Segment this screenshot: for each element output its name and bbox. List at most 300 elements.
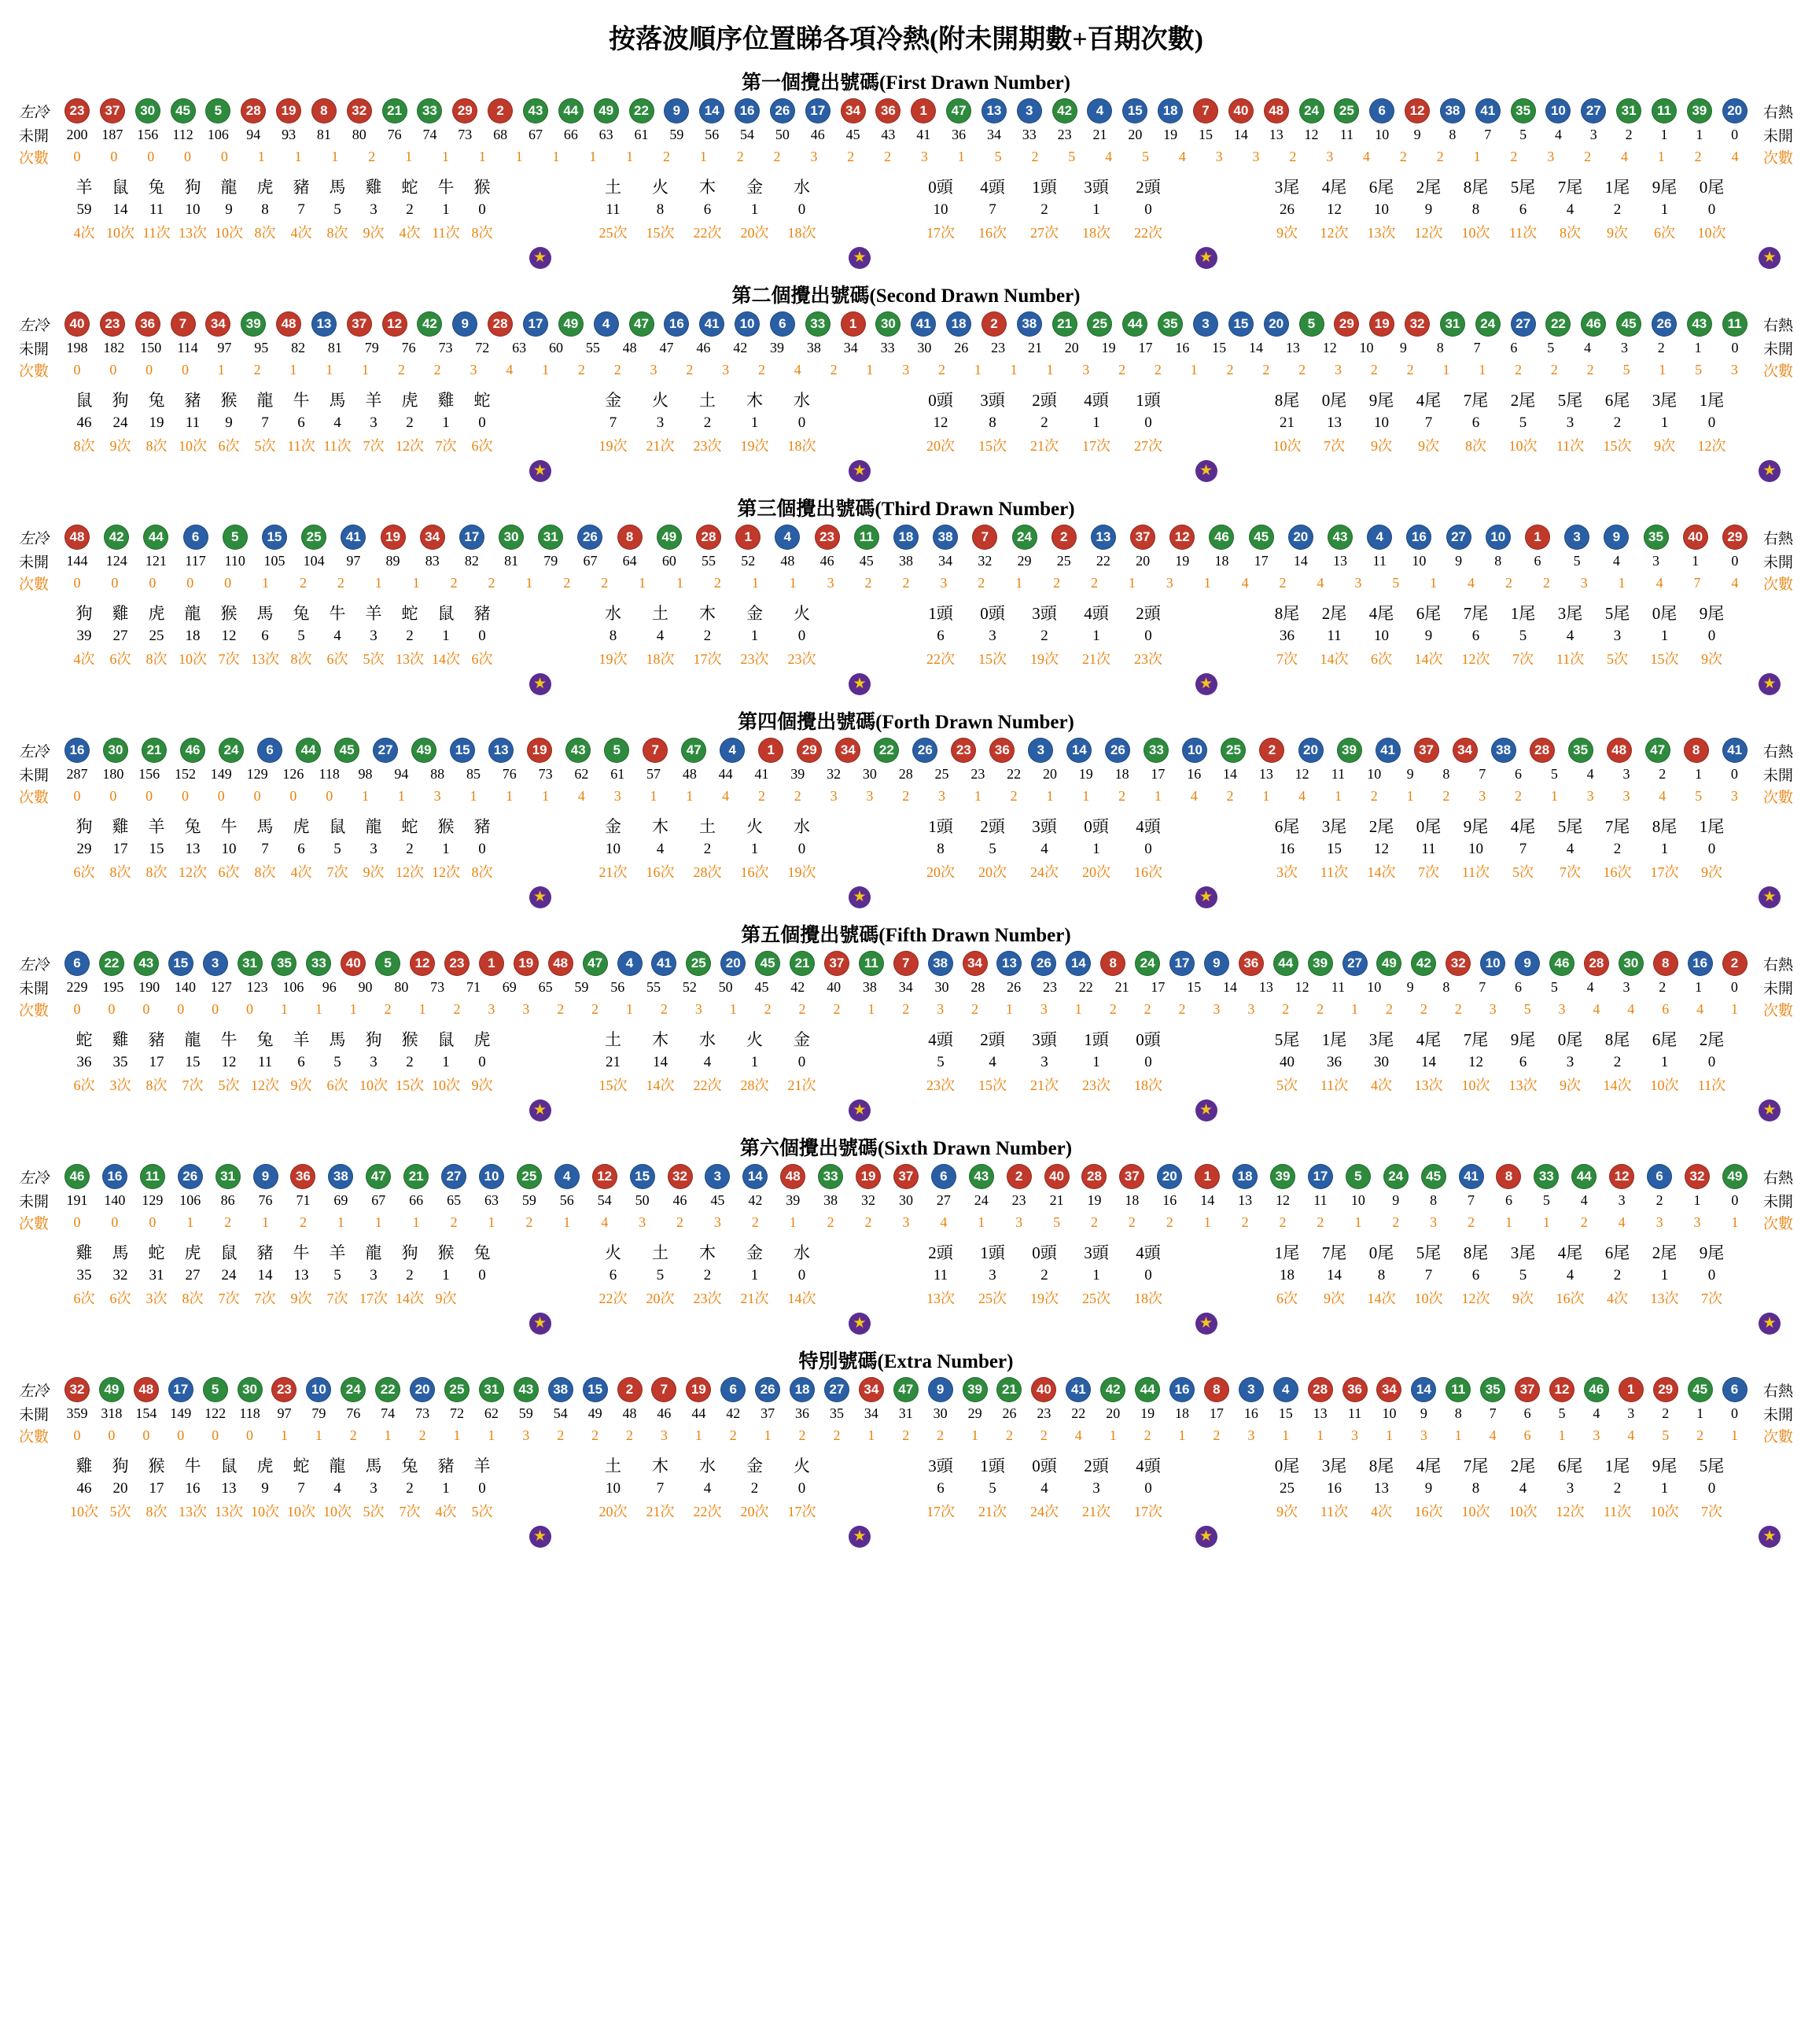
stat-head: 3頭	[1032, 1030, 1057, 1049]
lottery-ball: 45	[334, 738, 359, 763]
ball-cell	[1437, 311, 1468, 337]
times-value: 1	[1005, 1001, 1013, 1017]
ball-cell	[1372, 738, 1404, 763]
stat-head-row	[66, 812, 558, 839]
ball-cell	[1522, 525, 1553, 550]
not-drawn-value: 13	[1258, 766, 1273, 782]
times-value: 1	[1659, 362, 1667, 377]
lottery-ball: 35	[1158, 311, 1183, 337]
not-drawn-row	[19, 1190, 1793, 1211]
stat-count: 7次	[254, 1291, 276, 1306]
lottery-ball: 38	[1491, 738, 1516, 763]
stat-head: 豬	[437, 1457, 455, 1475]
ball-cell	[1578, 311, 1609, 337]
times-value: 2	[591, 1427, 599, 1443]
not-drawn-value: 140	[174, 979, 196, 995]
ball-cell	[1719, 1377, 1751, 1402]
not-drawn-value: 29	[1017, 553, 1032, 569]
lottery-ball: 24	[341, 1377, 366, 1402]
stat-count: 8次	[145, 651, 168, 667]
times-value: 1	[1479, 362, 1486, 377]
ball-cell	[562, 738, 594, 763]
ball-cell	[890, 1377, 922, 1402]
stat-head-row	[915, 386, 1232, 413]
ball-cell	[683, 951, 714, 976]
stat-head: 牛	[293, 391, 310, 410]
lottery-ball: 48	[548, 951, 573, 976]
stat-count-row	[1264, 433, 1794, 457]
not-drawn-value: 25	[1056, 553, 1071, 569]
not-drawn-value: 54	[597, 1192, 612, 1208]
lottery-ball: 2	[617, 1377, 643, 1402]
ball-row	[19, 1164, 1793, 1189]
times-value: 3	[522, 1427, 530, 1443]
stat-count: 5次	[363, 1504, 385, 1519]
ball-cell	[1155, 98, 1186, 123]
stat-head: 兔	[473, 1243, 491, 1262]
stat-value: 12	[221, 1054, 237, 1070]
stat-count: 9次	[1418, 438, 1439, 454]
times-value: 2	[1040, 1427, 1048, 1443]
left-cold-label: 左冷	[19, 317, 50, 334]
lottery-ball: 45	[755, 951, 780, 976]
ball-cell	[856, 951, 887, 976]
ball-cell	[1331, 98, 1362, 123]
ball-cell	[168, 311, 199, 337]
stat-star-row	[590, 1523, 884, 1548]
not-drawn-value: 9	[1413, 127, 1421, 142]
stat-value: 36	[76, 1054, 92, 1070]
lottery-ball: 12	[410, 951, 435, 976]
times-value: 1	[694, 1427, 702, 1443]
not-drawn-value: 4	[1584, 340, 1592, 355]
times-value: 3	[1586, 788, 1594, 804]
stat-count-row	[590, 1073, 884, 1096]
ball-cell	[1140, 738, 1172, 763]
star-spacer	[1264, 244, 1747, 269]
star-marker	[1180, 670, 1232, 695]
stat-head: 7尾	[1604, 817, 1630, 836]
lottery-ball: 30	[1619, 951, 1644, 976]
stat-count: 7次	[218, 1291, 240, 1306]
not-drawn-label: 未開	[19, 554, 50, 571]
stat-count: 4次	[1607, 1291, 1628, 1306]
stat-head: 7尾	[1463, 604, 1489, 623]
stat-value-row	[590, 626, 884, 646]
stat-count: 14次	[1367, 864, 1396, 880]
ball-cell	[372, 951, 403, 976]
stat-head: 豬	[293, 178, 310, 197]
stat-value: 4	[1566, 841, 1574, 857]
lottery-ball: 16	[1406, 525, 1431, 550]
stat-count: 27次	[1134, 438, 1162, 454]
lottery-ball: 11	[1722, 311, 1748, 337]
ball-cell	[238, 311, 269, 337]
not-drawn-value: 34	[938, 553, 953, 569]
star-icon: ★	[849, 886, 871, 908]
stat-value: 4	[1566, 1267, 1574, 1283]
lottery-ball: 25	[1087, 311, 1112, 337]
stat-head: 0尾	[1274, 1457, 1300, 1475]
times-value: 1	[1430, 575, 1438, 591]
lottery-ball: 10	[479, 1164, 504, 1189]
stat-count: 11次	[1320, 1504, 1349, 1519]
stat-count: 14次	[646, 1077, 675, 1093]
not-drawn-value: 10	[1367, 766, 1382, 782]
ball-cell	[752, 951, 783, 976]
stat-head: 4尾	[1416, 1030, 1442, 1049]
lottery-ball: 18	[1158, 98, 1183, 123]
stat-value: 1	[1660, 1480, 1669, 1497]
lottery-ball: 6	[183, 525, 208, 550]
ball-cell	[555, 311, 587, 337]
lottery-ball: 18	[1232, 1164, 1258, 1189]
ball-cell	[1477, 1377, 1508, 1402]
lottery-ball: 12	[382, 311, 407, 337]
stat-value: 5	[656, 1267, 665, 1283]
stat-count: 25次	[1082, 1291, 1110, 1306]
times-value: 2	[1144, 1001, 1151, 1017]
times-value: 0	[73, 575, 81, 591]
not-drawn-value: 59	[518, 1405, 533, 1421]
lottery-ball: 32	[1685, 1164, 1710, 1189]
not-drawn-value: 76	[258, 1192, 273, 1208]
ball-cell	[1685, 951, 1716, 976]
times-value: 5	[994, 149, 1002, 164]
lottery-ball: 2	[1722, 951, 1748, 976]
times-value: 4	[1489, 1427, 1497, 1443]
times-value: 0	[145, 362, 153, 377]
lottery-ball: 29	[797, 738, 822, 763]
times-value: 0	[110, 149, 118, 164]
ball-cell	[1305, 951, 1336, 976]
stat-head: 金	[794, 1030, 810, 1049]
star-icon: ★	[849, 1313, 871, 1335]
lottery-ball: 43	[134, 951, 159, 976]
times-value: 0	[246, 1001, 254, 1017]
lottery-ball: 34	[841, 98, 866, 123]
stat-value: 13	[185, 841, 201, 857]
ball-cell	[802, 98, 834, 123]
ball-cell	[1004, 1164, 1035, 1189]
stat-head: 水	[699, 1457, 716, 1475]
times-value: 1	[405, 149, 413, 164]
stat-value: 16	[1327, 1480, 1342, 1497]
stat-value: 31	[149, 1267, 164, 1283]
times-value: 2	[1550, 362, 1558, 377]
lottery-ball: 40	[341, 951, 366, 976]
times-value: 2	[1282, 1001, 1290, 1017]
stat-count: 18次	[1134, 1291, 1162, 1306]
lottery-ball: 2	[1259, 738, 1284, 763]
times-value: 2	[224, 1214, 232, 1230]
stat-head: 4尾	[1416, 1457, 1442, 1475]
stat-head: 2頭	[1136, 604, 1161, 623]
stat-head-row	[915, 812, 1232, 839]
stat-count: 16次	[1603, 864, 1632, 880]
stat-value-row	[915, 839, 1232, 860]
lottery-ball: 13	[1091, 525, 1116, 550]
stat-count: 9次	[1371, 438, 1392, 454]
stat-head: 2尾	[1699, 1030, 1725, 1049]
stat-star-row	[915, 670, 1232, 695]
lottery-ball: 35	[1511, 98, 1536, 123]
ball-cell	[626, 311, 657, 337]
star-marker	[522, 457, 558, 482]
ball-cell	[943, 98, 974, 123]
ball-cell	[379, 311, 411, 337]
stat-star-row	[915, 1096, 1232, 1121]
stat-value: 6	[297, 841, 305, 857]
stat-count: 27次	[1030, 225, 1059, 241]
stat-count: 17次	[693, 651, 722, 667]
stat-count-row	[1264, 220, 1794, 244]
times-value: 0	[181, 788, 189, 804]
times-value: 0	[111, 1214, 119, 1230]
stat-value: 2	[1613, 1267, 1622, 1283]
times-label-right: 次數	[1762, 1003, 1793, 1019]
stat-star-row	[915, 1309, 1232, 1335]
lottery-ball: 14	[699, 98, 724, 123]
stat-value: 1	[1660, 1267, 1669, 1283]
ball-cell	[993, 951, 1025, 976]
times-value: 1	[1046, 788, 1054, 804]
lottery-ball: 39	[963, 1377, 988, 1402]
stat-head: 0尾	[1368, 1243, 1394, 1262]
stat-head: 火	[652, 178, 668, 197]
stat-head-row	[1264, 599, 1794, 626]
stat-count: 15次	[978, 651, 1007, 667]
stat-count: 24次	[1030, 864, 1059, 880]
stat-head: 木	[652, 1457, 668, 1475]
times-value: 2	[713, 575, 721, 591]
times-row	[19, 359, 1793, 381]
ball-cell	[140, 525, 171, 550]
not-drawn-value: 22	[1096, 553, 1110, 569]
stat-head-row	[66, 1239, 558, 1265]
not-drawn-value: 18	[1114, 766, 1129, 782]
stat-group	[915, 1026, 1232, 1121]
stat-head: 4尾	[1321, 178, 1347, 197]
star-marker	[522, 1523, 558, 1548]
ball-cell	[200, 951, 231, 976]
stat-count: 20次	[598, 1504, 628, 1519]
ball-cell	[1342, 1164, 1374, 1189]
not-drawn-value: 8	[1436, 340, 1444, 355]
lottery-ball: 17	[459, 525, 484, 550]
lottery-ball: 2	[982, 311, 1007, 337]
lottery-ball: 14	[742, 1164, 768, 1189]
not-drawn-value: 46	[657, 1405, 672, 1421]
stat-star-row	[66, 883, 558, 908]
not-drawn-value: 4	[1593, 1405, 1600, 1421]
not-drawn-value: 16	[1175, 340, 1190, 355]
times-value: 1	[563, 1214, 571, 1230]
not-drawn-value: 73	[438, 340, 453, 355]
stat-count: 18次	[646, 651, 675, 667]
stat-head: 狗	[365, 1030, 382, 1049]
stat-value: 0	[797, 414, 806, 431]
not-drawn-value: 7	[1468, 1192, 1475, 1208]
stat-group	[590, 386, 884, 482]
not-drawn-value: 182	[103, 340, 125, 355]
lottery-ball: 48	[1607, 738, 1632, 763]
stats-container	[19, 168, 1793, 269]
left-cold-label: 左冷	[19, 1383, 50, 1400]
ball-cell	[890, 1164, 922, 1189]
stat-head: 雞	[76, 1457, 93, 1475]
stat-count: 17次	[1082, 438, 1110, 454]
stat-head: 8尾	[1463, 1243, 1489, 1262]
ball-cell	[254, 738, 285, 763]
drawn-number-section	[0, 280, 1812, 482]
lottery-ball: 27	[1511, 311, 1536, 337]
not-drawn-value: 3	[1627, 1405, 1635, 1421]
not-drawn-value: 144	[66, 553, 88, 569]
times-value: 2	[1510, 149, 1518, 164]
ball-cell	[61, 525, 93, 550]
stat-count: 5次	[254, 438, 276, 454]
stat-count: 9次	[1701, 651, 1722, 667]
star-marker	[1746, 670, 1793, 695]
times-value: 0	[147, 149, 155, 164]
stat-head: 土	[605, 1457, 621, 1475]
stats-container	[19, 381, 1793, 482]
lottery-ball: 37	[1119, 1164, 1144, 1189]
stat-count-row	[590, 860, 884, 883]
times-value: 0	[212, 1001, 219, 1017]
times-value: 1	[971, 1427, 979, 1443]
stat-value: 21	[1280, 414, 1295, 431]
not-drawn-value: 150	[140, 340, 162, 355]
ball-cell	[908, 311, 939, 337]
lottery-ball: 37	[347, 311, 372, 337]
stat-count: 14次	[1414, 651, 1443, 667]
not-drawn-value: 7	[1479, 766, 1486, 782]
times-value: 3	[1730, 362, 1738, 377]
not-drawn-value: 41	[754, 766, 769, 782]
stat-head: 狗	[112, 1457, 129, 1475]
lottery-ball: 48	[1264, 98, 1289, 123]
not-drawn-value: 1	[1696, 1405, 1704, 1421]
lottery-ball: 7	[972, 525, 997, 550]
not-drawn-value: 0	[1731, 127, 1739, 142]
not-drawn-value: 32	[978, 553, 993, 569]
times-value: 2	[729, 1427, 737, 1443]
stat-head: 土	[699, 391, 716, 410]
ball-cell	[856, 1377, 887, 1402]
stat-head: 0尾	[1557, 1030, 1583, 1049]
stat-count: 7次	[218, 651, 240, 667]
ball-cell	[1418, 1164, 1449, 1189]
lottery-ball: 24	[1135, 951, 1160, 976]
not-drawn-value: 2	[1655, 1192, 1663, 1208]
stat-count: 19次	[740, 438, 769, 454]
stat-head: 鼠	[220, 1457, 238, 1475]
stat-head: 龍	[365, 1243, 382, 1262]
ball-cell	[890, 525, 922, 550]
stat-value: 9	[1424, 628, 1433, 644]
stat-value: 3	[989, 628, 996, 644]
times-cells	[61, 1214, 1751, 1231]
lottery-ball: 8	[1496, 1164, 1521, 1189]
stat-value-row	[590, 839, 884, 860]
stat-head: 馬	[329, 1030, 346, 1049]
stat-count: 21次	[646, 438, 675, 454]
lottery-ball: 1	[479, 951, 504, 976]
stat-group	[66, 1239, 558, 1335]
stat-value-row	[66, 839, 558, 860]
stat-head: 金	[605, 817, 621, 836]
lottery-ball: 33	[1144, 738, 1169, 763]
stat-count: 20次	[646, 1291, 675, 1306]
not-drawn-value: 21	[1049, 1192, 1064, 1208]
stat-count: 20次	[926, 438, 955, 454]
stat-head-row	[1264, 1026, 1794, 1052]
not-drawn-value: 30	[917, 340, 932, 355]
not-drawn-value: 23	[970, 766, 985, 782]
times-value: 4	[1593, 1001, 1600, 1017]
lottery-ball: 16	[735, 98, 760, 123]
not-drawn-value: 67	[371, 1192, 386, 1208]
lottery-ball: 41	[1066, 1377, 1091, 1402]
times-value: 2	[1279, 575, 1287, 591]
ball-cell	[441, 1377, 473, 1402]
not-drawn-value: 76	[387, 127, 402, 142]
times-value: 0	[177, 1001, 185, 1017]
times-value: 1	[1385, 1427, 1393, 1443]
ball-cell	[1041, 1164, 1073, 1189]
stat-head: 兔	[256, 1030, 274, 1049]
ball-cell	[1225, 311, 1257, 337]
ball-cell	[1179, 738, 1210, 763]
stat-head: 鼠	[437, 604, 455, 623]
section-heading: 第六個攪出號碼(Sixth Drawn Number)	[739, 1138, 1073, 1159]
times-value: 1	[186, 1214, 194, 1230]
stat-count: 23次	[1082, 1077, 1110, 1093]
stat-star-row	[66, 244, 558, 269]
times-cells	[61, 149, 1751, 165]
ball-cell	[815, 1164, 846, 1189]
lottery-ball: 44	[296, 738, 321, 763]
times-value: 2	[757, 788, 765, 804]
ball-cell	[853, 1164, 884, 1189]
stat-head: 蛇	[473, 391, 491, 410]
lottery-ball: 37	[1130, 525, 1155, 550]
ball-cell	[717, 1377, 749, 1402]
not-drawn-value: 59	[521, 1192, 536, 1208]
lottery-ball: 17	[523, 311, 548, 337]
ball-cell	[1339, 1377, 1371, 1402]
stat-count: 22次	[693, 1504, 722, 1519]
times-value: 3	[1489, 1001, 1497, 1017]
times-value: 5	[1053, 1214, 1061, 1230]
times-value: 2	[1118, 788, 1126, 804]
stat-value: 4	[703, 1480, 712, 1497]
stat-head: 鼠	[76, 391, 93, 410]
not-drawn-value: 8	[1454, 1405, 1462, 1421]
times-value: 1	[1334, 788, 1342, 804]
ball-cell	[535, 525, 566, 550]
ball-cell	[739, 1164, 771, 1189]
not-drawn-value: 3	[1622, 979, 1630, 995]
ball-cell	[683, 1377, 714, 1402]
stat-star-row	[66, 1523, 558, 1548]
times-value: 1	[362, 362, 369, 377]
stat-value-row	[915, 1265, 1232, 1286]
times-value: 1	[699, 149, 707, 164]
stat-head: 水	[794, 178, 810, 197]
